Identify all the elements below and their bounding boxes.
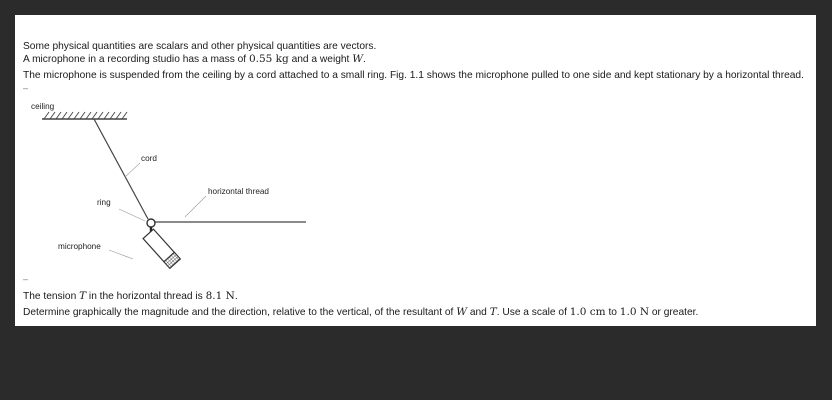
separator-bottom: – (23, 274, 29, 284)
weight-symbol: W (352, 53, 363, 65)
task-to-text: to (605, 307, 620, 318)
question-line-4 (23, 290, 238, 303)
microphone-body (143, 229, 180, 268)
task-end-text: or greater. (649, 307, 699, 318)
microphone-leader (109, 250, 133, 259)
ceiling-label: ceiling (31, 102, 55, 111)
task-scale-text: . Use a scale of (496, 307, 570, 318)
task-and-text: and (467, 307, 490, 318)
cord-leader (125, 163, 140, 177)
horizontal-thread-leader (185, 196, 206, 217)
mass-value: 0.55 kg (248, 53, 289, 65)
tension-symbol: T (79, 290, 87, 302)
ring-label: ring (97, 198, 111, 207)
mass-intro-text: A microphone in a recording studio has a mass of (23, 54, 249, 65)
question-line-2 (23, 53, 366, 66)
question-line-1 (23, 41, 376, 53)
horizontal-thread-label: horizontal thread (208, 187, 269, 196)
ceiling-hatch (42, 112, 127, 119)
scalar-vector-intro: Some physical quantities are scalars and other physical quantities are vectors. (23, 41, 377, 52)
question-line-3 (23, 70, 804, 82)
task-intro-text: Determine graphically the magnitude and the direction, relative to the vertical, of the resultant of (23, 307, 457, 318)
separator-top: – (23, 83, 29, 93)
tension-intro-text: The tension (23, 291, 80, 302)
weight-intro-text: and a weight (288, 54, 353, 65)
figure-1-1 (15, 97, 315, 272)
line4-end: . (234, 291, 238, 302)
task-weight-symbol: W (456, 306, 468, 318)
ring-leader (119, 209, 145, 221)
suspension-description: The microphone is suspended from the ceiling by a cord attached to a small ring. Fig. 1.1 shows the microphone pulled to one side and kept stationary by a horizontal thread. (23, 70, 804, 81)
task-tension-symbol: T (489, 306, 497, 318)
line2-end: . (363, 54, 366, 65)
ring (147, 219, 155, 227)
scale-cm-value: 1.0 cm (569, 306, 606, 318)
question-line-5 (23, 306, 698, 319)
microphone-label: microphone (58, 242, 101, 251)
scale-n-value: 1.0 N (619, 306, 650, 318)
tension-mid-text: in the horizontal thread is (86, 291, 206, 302)
question-card (15, 15, 816, 326)
tension-value: 8.1 N (205, 290, 235, 302)
cord-label: cord (141, 154, 157, 163)
